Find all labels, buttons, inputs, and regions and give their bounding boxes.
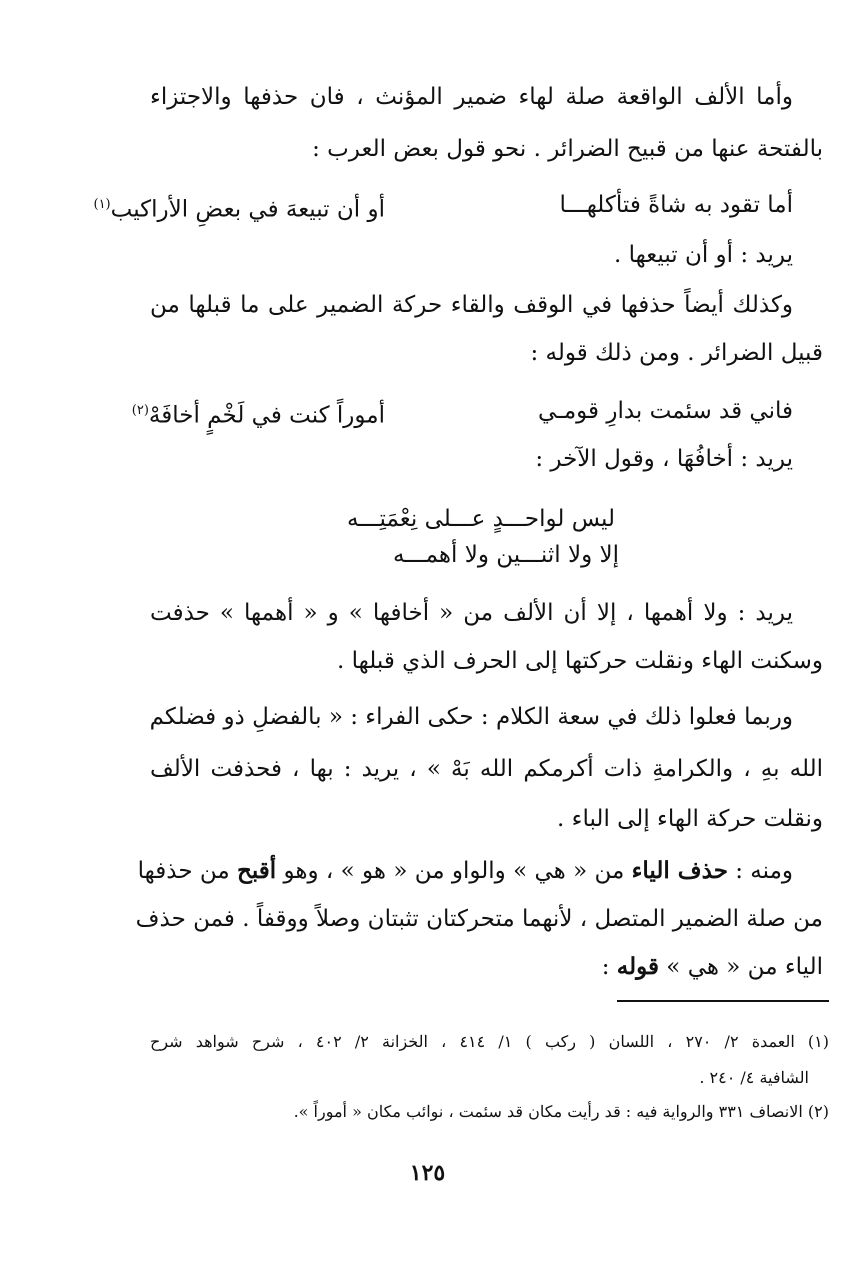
paragraph-7-line-1: [137, 856, 793, 886]
paragraph-1-line-1: وأما الألف الواقعة صلة لهاء ضمير المؤنث ، فان حذفها والاجتزاء: [150, 84, 793, 110]
paragraph-2-line-1: يريد : أو أن تبيعها .: [614, 242, 793, 268]
p7-l1-part-e: من حذفها: [137, 858, 238, 884]
verse-2-second-hemistich: [132, 396, 385, 431]
paragraph-6-line-1: وربما فعلوا ذلك في سعة الكلام : حكى الفراء : « بالفضلِ ذو فضلكم: [149, 704, 793, 730]
paragraph-1-line-2: بالفتحة عنها من قبيح الضرائر . نحو قول بعض العرب :: [312, 136, 823, 162]
footnote-2-line-1: (٢) الانصاف ٣٣١ والرواية فيه : قد رأيت مكان قد سئمت ، نوائب مكان « أموراً ».: [293, 1102, 829, 1121]
paragraph-7-line-2: من صلة الضمير المتصل ، لأنهما متحركتان تثبتان وصلاً ووقفاً . فمن حذف: [135, 906, 823, 932]
p7-l1-bold-term: حذف الياء: [631, 857, 728, 884]
p7-l3-part-c: :: [601, 954, 617, 980]
footnote-ref-2: (٢): [131, 403, 149, 418]
verse-3-line-1: ليس لواحـــدٍ عـــلى نِعْمَتِـــه: [347, 506, 615, 532]
footnote-ref-1: (١): [93, 197, 111, 212]
verse-2-first-hemistich: فاني قد سئمت بدارِ قومـي: [537, 398, 793, 424]
verse-1-second-text: أو أن تبيعهَ في بعضِ الأراكيب: [110, 196, 385, 223]
verse-3-line-2: إلا ولا اثنـــين ولا أهمـــه: [393, 542, 619, 568]
footnote-divider: [617, 1000, 829, 1002]
footnote-1-line-1: (١) العمدة ٢/ ٢٧٠ ، اللسان ( ركب ) ١/ ٤١٤ ، الخزانة ٢/ ٤٠٢ ، شرح شواهد شرح: [150, 1032, 830, 1051]
p7-l1-part-c: من « هي » والواو من « هو » ، وهو: [276, 858, 632, 884]
verse-1-second-hemistich: [93, 190, 385, 225]
paragraph-5-line-2: وسكنت الهاء ونقلت حركتها إلى الحرف الذي قبلها .: [337, 648, 823, 674]
p7-l1-part-a: ومنه :: [727, 858, 793, 884]
footnote-1-line-2: الشافية ٤/ ٢٤٠ .: [699, 1068, 809, 1087]
p7-l1-bold-aqbah: أقبح: [237, 857, 277, 884]
paragraph-3-line-1: وكذلك أيضاً حذفها في الوقف والقاء حركة الضمير على ما قبلها من: [150, 292, 793, 318]
p7-l3-part-a: الياء من « هي »: [659, 954, 823, 980]
paragraph-3-line-2: قبيل الضرائر . ومن ذلك قوله :: [530, 340, 823, 366]
paragraph-7-line-3: [150, 952, 823, 982]
verse-2-second-text: أموراً كنت في لَخْمٍ أخافَهْ: [148, 402, 385, 429]
paragraph-6-line-3: ونقلت حركة الهاء إلى الباء .: [557, 806, 823, 832]
paragraph-5-line-1: يريد : ولا أهمها ، إلا أن الألف من « أخافها » و « أهمها » حذفت: [150, 600, 793, 626]
verse-1-first-hemistich: أما تقود به شاةً فتأكلهـــا: [559, 192, 793, 218]
p7-l3-bold-qawluhu: قوله: [616, 953, 659, 980]
paragraph-4-line-1: يريد : أخافُهَا ، وقول الآخر :: [535, 446, 793, 472]
paragraph-6-line-2: الله بهِ ، والكرامةِ ذات أكرمكم الله بَهْ » ، يريد : بها ، فحذفت الألف: [150, 756, 823, 782]
page-number: ١٢٥: [409, 1160, 446, 1186]
